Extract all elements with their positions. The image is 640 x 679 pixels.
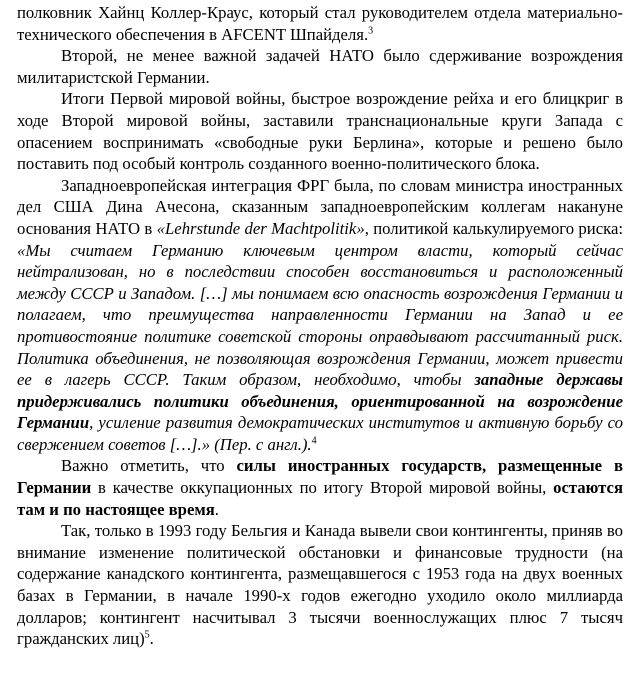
paragraph-4-text-2: , политикой калькулируемого риска:	[364, 218, 623, 238]
paragraph-5-end: .	[214, 499, 219, 519]
translation-note: (Пер. с англ.).	[210, 434, 312, 454]
paragraph-1	[17, 2, 623, 45]
paragraph-4-text: Западноевропейская интеграция ФРГ была, по словам министра иностранных дел США Дина Ачесона, сказанным западноевропейским коллегам накануне основания НАТО в	[17, 175, 623, 238]
paragraph-3-text: Итоги Первой мировой войны, быстрое возрождение рейха и его блицкриг в ходе Второй мировой войны, заставили транснациональные круги Запада с опасением воспринимать «свободные руки Берлина», которые и решено было поставить под особый контроль созданного военно-политического блока.	[17, 89, 623, 174]
footnote-ref-4[interactable]: 4	[311, 435, 317, 447]
acheson-quote-end: , усиление развития демократических институтов и активную борьбу со свержением советов […].»	[17, 413, 623, 454]
acheson-quote-emphasis: западные державы придерживались политики объединения, ориентированной на возрождение Германии	[17, 370, 623, 433]
acheson-quote: «Мы считаем Германию ключевым центром власти, который сейчас нейтрализован, но в последствии способен восстановиться и расположенный между СССР и Западом. […] мы понимаем всю опасность возрождения Германии и полагаем, что преимущества направленности Германии на Запад и ее противостояние политике советской стороны оправдывают рассчитанный риск. Политика объединения, не позволяющая возрождения Германии, может привести ее в лагерь СССР. Таким образом, необходимо, чтобы	[17, 240, 623, 390]
paragraph-2-text: Второй, не менее важной задачей НАТО было сдерживание возрождения милитаристской Германии.	[17, 46, 623, 87]
paragraph-5-text: Важно отметить, что	[61, 456, 237, 476]
paragraph-5	[17, 455, 623, 520]
paragraph-2	[17, 45, 623, 88]
paragraph-5-bold-1: силы иностранных государств, размещенные в Германии	[17, 456, 623, 498]
footnote-ref-3[interactable]: 3	[368, 25, 374, 37]
paragraph-6-text: Так, только в 1993 году Бельгия и Канада вывели свои контингенты, приняв во внимание изменение политической обстановки и финансовые трудности (на содержание канадского контингента, размещавшегося с 1953 года на двух военных базах в Германии, в начале 1990-х годов ежегодно уходило около миллиарда долларов; контингент насчитывал 3 тысячи военнослужащих плюс 7 тысяч гражданских лиц)	[17, 521, 623, 649]
paragraph-5-bold-2: остаются там и по настоящее время	[17, 478, 623, 519]
paragraph-6-end: .	[149, 629, 154, 649]
footnote-ref-5[interactable]: 5	[144, 629, 150, 641]
paragraph-4	[17, 175, 623, 456]
paragraph-1-text: полковник Хайнц Коллер-Краус, который стал руководителем отдела материально-технического обеспечения в AFCENT Шпайделя.	[17, 3, 623, 44]
paragraph-5-text-2: в качестве оккупационных по итогу Второй мировой войны,	[91, 478, 554, 498]
german-phrase: «Lehrstunde der Machtpolitik»	[156, 218, 365, 238]
paragraph-3	[17, 88, 623, 174]
paragraph-6	[17, 520, 623, 650]
